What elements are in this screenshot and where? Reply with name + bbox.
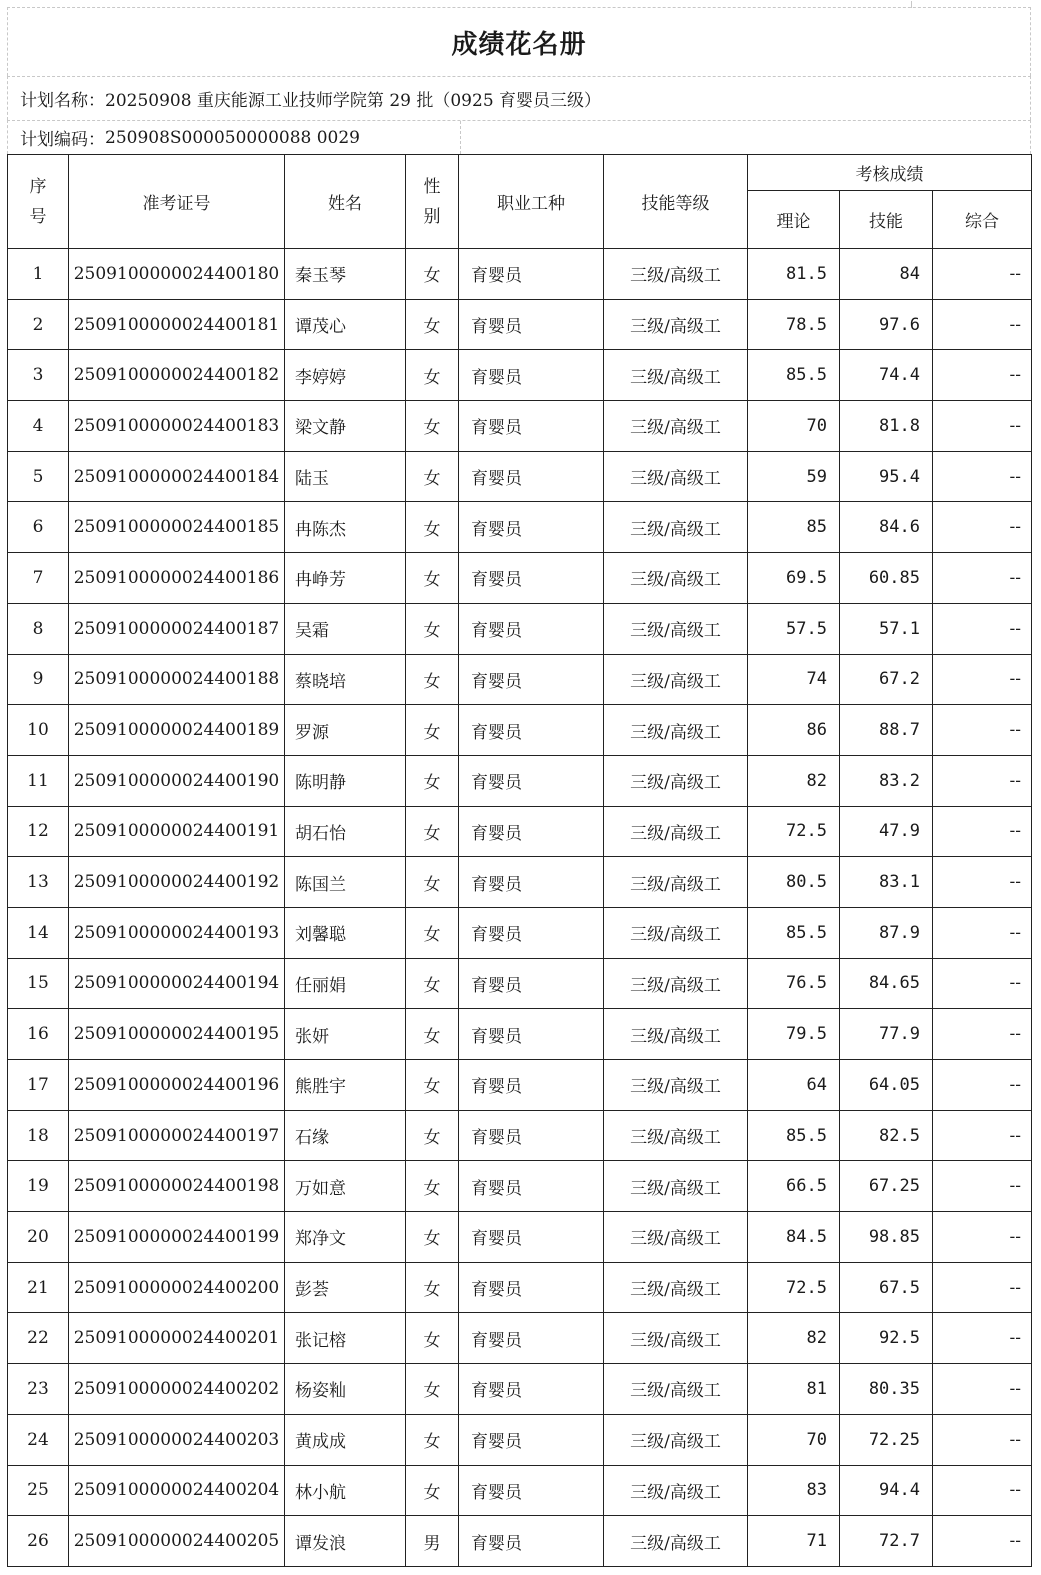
row-theory-score: 59 (748, 451, 840, 502)
row-seq: 23 (8, 1364, 69, 1415)
row-occupation: 育婴员 (459, 1465, 604, 1516)
table-row (8, 603, 1032, 654)
row-level: 三级/高级工 (604, 553, 748, 604)
row-seq: 16 (8, 1009, 69, 1060)
row-theory-score: 85.5 (748, 1110, 840, 1161)
row-occupation: 育婴员 (459, 1009, 604, 1060)
row-level: 三级/高级工 (604, 401, 748, 452)
row-theory-score: 79.5 (748, 1009, 840, 1060)
row-seq: 6 (8, 502, 69, 553)
row-skill-score: 64.05 (840, 1060, 933, 1111)
table-row (8, 299, 1032, 350)
row-occupation: 育婴员 (459, 1516, 604, 1567)
plan-name-label: 计划名称： (20, 91, 105, 111)
score-table (7, 154, 1032, 1567)
table-row (8, 401, 1032, 452)
row-ticket: 2509100000024400200 (69, 1262, 285, 1313)
row-theory-score: 83 (748, 1465, 840, 1516)
row-overall-score: -- (933, 907, 1032, 958)
row-seq: 17 (8, 1060, 69, 1111)
row-seq: 24 (8, 1414, 69, 1465)
row-level: 三级/高级工 (604, 1516, 748, 1567)
row-seq: 14 (8, 907, 69, 958)
row-occupation: 育婴员 (459, 1414, 604, 1465)
row-theory-score: 64 (748, 1060, 840, 1111)
row-name: 李婷婷 (285, 350, 406, 401)
row-name: 冉陈杰 (285, 502, 406, 553)
row-overall-score: -- (933, 1262, 1032, 1313)
row-seq: 1 (8, 249, 69, 300)
table-row (8, 1262, 1032, 1313)
plan-name-value: 20250908 重庆能源工业技师学院第 29 批（0925 育婴员三级） (105, 91, 602, 111)
row-name: 谭茂心 (285, 299, 406, 350)
row-level: 三级/高级工 (604, 705, 748, 756)
row-overall-score: -- (933, 705, 1032, 756)
row-name: 陈国兰 (285, 857, 406, 908)
row-level: 三级/高级工 (604, 1262, 748, 1313)
row-ticket: 2509100000024400187 (69, 603, 285, 654)
row-overall-score: -- (933, 654, 1032, 705)
row-skill-score: 82.5 (840, 1110, 933, 1161)
row-overall-score: -- (933, 1414, 1032, 1465)
table-row (8, 553, 1032, 604)
row-theory-score: 66.5 (748, 1161, 840, 1212)
table-row (8, 1414, 1032, 1465)
row-name: 梁文静 (285, 401, 406, 452)
row-name: 任丽娟 (285, 958, 406, 1009)
row-ticket: 2509100000024400192 (69, 857, 285, 908)
row-skill-score: 87.9 (840, 907, 933, 958)
row-overall-score: -- (933, 350, 1032, 401)
plan-code-divider (460, 121, 461, 154)
row-gender: 女 (406, 1161, 459, 1212)
header-occupation: 职业工种 (459, 155, 604, 249)
row-gender: 女 (406, 1212, 459, 1263)
header-skill: 技能 (840, 191, 933, 249)
row-skill-score: 74.4 (840, 350, 933, 401)
header-level: 技能等级 (604, 155, 748, 249)
row-theory-score: 69.5 (748, 553, 840, 604)
row-name: 万如意 (285, 1161, 406, 1212)
row-name: 胡石怡 (285, 806, 406, 857)
row-gender: 女 (406, 857, 459, 908)
row-occupation: 育婴员 (459, 1313, 604, 1364)
row-level: 三级/高级工 (604, 755, 748, 806)
row-overall-score: -- (933, 401, 1032, 452)
row-level: 三级/高级工 (604, 1212, 748, 1263)
row-gender: 女 (406, 502, 459, 553)
row-skill-score: 84 (840, 249, 933, 300)
row-occupation: 育婴员 (459, 401, 604, 452)
row-ticket: 2509100000024400183 (69, 401, 285, 452)
row-gender: 女 (406, 1465, 459, 1516)
row-level: 三级/高级工 (604, 1060, 748, 1111)
row-theory-score: 82 (748, 1313, 840, 1364)
row-gender: 女 (406, 1110, 459, 1161)
row-occupation: 育婴员 (459, 299, 604, 350)
row-seq: 13 (8, 857, 69, 908)
row-gender: 女 (406, 755, 459, 806)
row-skill-score: 72.25 (840, 1414, 933, 1465)
row-name: 吴霜 (285, 603, 406, 654)
table-row (8, 502, 1032, 553)
row-name: 石缘 (285, 1110, 406, 1161)
row-overall-score: -- (933, 1212, 1032, 1263)
row-skill-score: 72.7 (840, 1516, 933, 1567)
row-occupation: 育婴员 (459, 1110, 604, 1161)
row-level: 三级/高级工 (604, 654, 748, 705)
row-occupation: 育婴员 (459, 857, 604, 908)
row-occupation: 育婴员 (459, 451, 604, 502)
row-ticket: 2509100000024400186 (69, 553, 285, 604)
row-ticket: 2509100000024400191 (69, 806, 285, 857)
row-overall-score: -- (933, 249, 1032, 300)
row-ticket: 2509100000024400188 (69, 654, 285, 705)
row-skill-score: 67.25 (840, 1161, 933, 1212)
row-level: 三级/高级工 (604, 1465, 748, 1516)
row-seq: 15 (8, 958, 69, 1009)
row-level: 三级/高级工 (604, 249, 748, 300)
row-seq: 5 (8, 451, 69, 502)
row-seq: 21 (8, 1262, 69, 1313)
row-skill-score: 47.9 (840, 806, 933, 857)
table-row (8, 1516, 1032, 1567)
row-gender: 女 (406, 299, 459, 350)
row-skill-score: 57.1 (840, 603, 933, 654)
row-ticket: 2509100000024400198 (69, 1161, 285, 1212)
row-ticket: 2509100000024400201 (69, 1313, 285, 1364)
row-theory-score: 78.5 (748, 299, 840, 350)
row-overall-score: -- (933, 1364, 1032, 1415)
row-ticket: 2509100000024400181 (69, 299, 285, 350)
row-occupation: 育婴员 (459, 1161, 604, 1212)
table-row (8, 350, 1032, 401)
row-overall-score: -- (933, 1465, 1032, 1516)
row-occupation: 育婴员 (459, 603, 604, 654)
header-gender-line1: 性 (423, 176, 441, 197)
row-skill-score: 83.2 (840, 755, 933, 806)
row-occupation: 育婴员 (459, 249, 604, 300)
row-skill-score: 94.4 (840, 1465, 933, 1516)
header-overall: 综合 (933, 191, 1032, 249)
table-row (8, 806, 1032, 857)
row-seq: 9 (8, 654, 69, 705)
row-ticket: 2509100000024400189 (69, 705, 285, 756)
row-gender: 女 (406, 401, 459, 452)
row-overall-score: -- (933, 603, 1032, 654)
row-skill-score: 77.9 (840, 1009, 933, 1060)
table-row (8, 1364, 1032, 1415)
row-name: 罗源 (285, 705, 406, 756)
table-row (8, 1313, 1032, 1364)
row-gender: 女 (406, 907, 459, 958)
row-name: 谭发浪 (285, 1516, 406, 1567)
row-name: 张妍 (285, 1009, 406, 1060)
row-name: 蔡晓培 (285, 654, 406, 705)
row-occupation: 育婴员 (459, 1212, 604, 1263)
row-theory-score: 72.5 (748, 806, 840, 857)
row-name: 冉峥芳 (285, 553, 406, 604)
row-overall-score: -- (933, 806, 1032, 857)
header-gender-line2: 别 (423, 206, 441, 227)
row-level: 三级/高级工 (604, 350, 748, 401)
table-row (8, 907, 1032, 958)
score-roster-sheet (7, 7, 1031, 1567)
row-name: 黄成成 (285, 1414, 406, 1465)
table-row (8, 1161, 1032, 1212)
row-seq: 26 (8, 1516, 69, 1567)
row-gender: 女 (406, 1414, 459, 1465)
row-level: 三级/高级工 (604, 958, 748, 1009)
table-row (8, 857, 1032, 908)
table-row (8, 755, 1032, 806)
row-level: 三级/高级工 (604, 502, 748, 553)
row-overall-score: -- (933, 1060, 1032, 1111)
row-ticket: 2509100000024400203 (69, 1414, 285, 1465)
row-theory-score: 86 (748, 705, 840, 756)
row-gender: 女 (406, 553, 459, 604)
row-theory-score: 81 (748, 1364, 840, 1415)
header-seq (8, 155, 69, 249)
row-name: 熊胜宇 (285, 1060, 406, 1111)
row-seq: 3 (8, 350, 69, 401)
row-name: 张记榕 (285, 1313, 406, 1364)
row-name: 林小航 (285, 1465, 406, 1516)
row-overall-score: -- (933, 502, 1032, 553)
row-occupation: 育婴员 (459, 1060, 604, 1111)
header-scores: 考核成绩 (748, 155, 1032, 191)
header-ticket: 准考证号 (69, 155, 285, 249)
row-theory-score: 81.5 (748, 249, 840, 300)
row-name: 杨姿籼 (285, 1364, 406, 1415)
row-gender: 女 (406, 958, 459, 1009)
row-gender: 女 (406, 350, 459, 401)
row-ticket: 2509100000024400196 (69, 1060, 285, 1111)
row-ticket: 2509100000024400182 (69, 350, 285, 401)
row-occupation: 育婴员 (459, 502, 604, 553)
row-seq: 10 (8, 705, 69, 756)
row-gender: 女 (406, 806, 459, 857)
row-name: 陈明静 (285, 755, 406, 806)
row-skill-score: 80.35 (840, 1364, 933, 1415)
row-seq: 4 (8, 401, 69, 452)
row-name: 郑净文 (285, 1212, 406, 1263)
row-theory-score: 85 (748, 502, 840, 553)
row-gender: 女 (406, 1364, 459, 1415)
row-level: 三级/高级工 (604, 1364, 748, 1415)
row-theory-score: 82 (748, 755, 840, 806)
row-ticket: 2509100000024400204 (69, 1465, 285, 1516)
row-skill-score: 67.5 (840, 1262, 933, 1313)
row-skill-score: 95.4 (840, 451, 933, 502)
row-theory-score: 76.5 (748, 958, 840, 1009)
row-skill-score: 67.2 (840, 654, 933, 705)
row-name: 秦玉琴 (285, 249, 406, 300)
row-skill-score: 98.85 (840, 1212, 933, 1263)
row-ticket: 2509100000024400202 (69, 1364, 285, 1415)
row-level: 三级/高级工 (604, 806, 748, 857)
header-seq-line2: 号 (29, 206, 47, 227)
row-seq: 2 (8, 299, 69, 350)
table-row (8, 1212, 1032, 1263)
row-theory-score: 71 (748, 1516, 840, 1567)
header-theory: 理论 (748, 191, 840, 249)
row-gender: 女 (406, 705, 459, 756)
row-ticket: 2509100000024400190 (69, 755, 285, 806)
row-skill-score: 81.8 (840, 401, 933, 452)
row-ticket: 2509100000024400195 (69, 1009, 285, 1060)
row-skill-score: 92.5 (840, 1313, 933, 1364)
row-name: 陆玉 (285, 451, 406, 502)
header-gender (406, 155, 459, 249)
row-ticket: 2509100000024400193 (69, 907, 285, 958)
table-row (8, 1060, 1032, 1111)
row-ticket: 2509100000024400197 (69, 1110, 285, 1161)
row-name: 彭荟 (285, 1262, 406, 1313)
row-occupation: 育婴员 (459, 553, 604, 604)
plan-code-label: 计划编码： (20, 130, 105, 150)
row-overall-score: -- (933, 857, 1032, 908)
row-level: 三级/高级工 (604, 1414, 748, 1465)
row-gender: 女 (406, 1313, 459, 1364)
row-level: 三级/高级工 (604, 907, 748, 958)
row-theory-score: 74 (748, 654, 840, 705)
row-theory-score: 57.5 (748, 603, 840, 654)
row-theory-score: 85.5 (748, 350, 840, 401)
row-theory-score: 85.5 (748, 907, 840, 958)
row-seq: 25 (8, 1465, 69, 1516)
table-row (8, 705, 1032, 756)
row-occupation: 育婴员 (459, 958, 604, 1009)
row-level: 三级/高级工 (604, 1161, 748, 1212)
row-ticket: 2509100000024400180 (69, 249, 285, 300)
row-occupation: 育婴员 (459, 907, 604, 958)
row-occupation: 育婴员 (459, 806, 604, 857)
row-overall-score: -- (933, 1009, 1032, 1060)
row-overall-score: -- (933, 1516, 1032, 1567)
table-row (8, 249, 1032, 300)
row-theory-score: 84.5 (748, 1212, 840, 1263)
row-level: 三级/高级工 (604, 1313, 748, 1364)
row-occupation: 育婴员 (459, 1364, 604, 1415)
row-gender: 女 (406, 654, 459, 705)
header-seq-line1: 序 (29, 176, 47, 197)
header-name: 姓名 (285, 155, 406, 249)
row-overall-score: -- (933, 553, 1032, 604)
row-skill-score: 60.85 (840, 553, 933, 604)
row-gender: 男 (406, 1516, 459, 1567)
row-occupation: 育婴员 (459, 1262, 604, 1313)
row-gender: 女 (406, 1262, 459, 1313)
row-overall-score: -- (933, 958, 1032, 1009)
row-gender: 女 (406, 1009, 459, 1060)
row-occupation: 育婴员 (459, 755, 604, 806)
row-theory-score: 80.5 (748, 857, 840, 908)
row-theory-score: 70 (748, 1414, 840, 1465)
row-theory-score: 72.5 (748, 1262, 840, 1313)
row-level: 三级/高级工 (604, 603, 748, 654)
table-row (8, 1110, 1032, 1161)
row-gender: 女 (406, 451, 459, 502)
row-occupation: 育婴员 (459, 654, 604, 705)
table-row (8, 451, 1032, 502)
document-title-text: 成绩花名册 (451, 29, 587, 60)
row-overall-score: -- (933, 451, 1032, 502)
row-seq: 20 (8, 1212, 69, 1263)
row-skill-score: 83.1 (840, 857, 933, 908)
row-gender: 女 (406, 603, 459, 654)
row-name: 刘馨聪 (285, 907, 406, 958)
plan-name-row (7, 76, 1031, 120)
row-gender: 女 (406, 249, 459, 300)
row-seq: 22 (8, 1313, 69, 1364)
row-occupation: 育婴员 (459, 705, 604, 756)
row-ticket: 2509100000024400194 (69, 958, 285, 1009)
row-ticket: 2509100000024400199 (69, 1212, 285, 1263)
row-seq: 8 (8, 603, 69, 654)
row-seq: 19 (8, 1161, 69, 1212)
table-row (8, 958, 1032, 1009)
plan-code-value: 250908S000050000088 0029 (105, 127, 360, 148)
row-overall-score: -- (933, 1161, 1032, 1212)
row-skill-score: 88.7 (840, 705, 933, 756)
row-level: 三级/高级工 (604, 1110, 748, 1161)
table-row (8, 1009, 1032, 1060)
table-row (8, 1465, 1032, 1516)
row-theory-score: 70 (748, 401, 840, 452)
row-level: 三级/高级工 (604, 299, 748, 350)
row-gender: 女 (406, 1060, 459, 1111)
row-ticket: 2509100000024400205 (69, 1516, 285, 1567)
plan-code-row (7, 120, 1031, 154)
row-level: 三级/高级工 (604, 1009, 748, 1060)
row-ticket: 2509100000024400185 (69, 502, 285, 553)
row-overall-score: -- (933, 1110, 1032, 1161)
row-ticket: 2509100000024400184 (69, 451, 285, 502)
row-overall-score: -- (933, 1313, 1032, 1364)
score-table-body (8, 249, 1032, 1567)
row-overall-score: -- (933, 299, 1032, 350)
row-seq: 11 (8, 755, 69, 806)
row-seq: 7 (8, 553, 69, 604)
row-level: 三级/高级工 (604, 857, 748, 908)
table-row (8, 654, 1032, 705)
document-title (7, 7, 1031, 76)
row-skill-score: 84.65 (840, 958, 933, 1009)
row-skill-score: 84.6 (840, 502, 933, 553)
row-skill-score: 97.6 (840, 299, 933, 350)
row-level: 三级/高级工 (604, 451, 748, 502)
column-marker (911, 1, 912, 8)
row-overall-score: -- (933, 755, 1032, 806)
row-seq: 12 (8, 806, 69, 857)
row-seq: 18 (8, 1110, 69, 1161)
row-occupation: 育婴员 (459, 350, 604, 401)
